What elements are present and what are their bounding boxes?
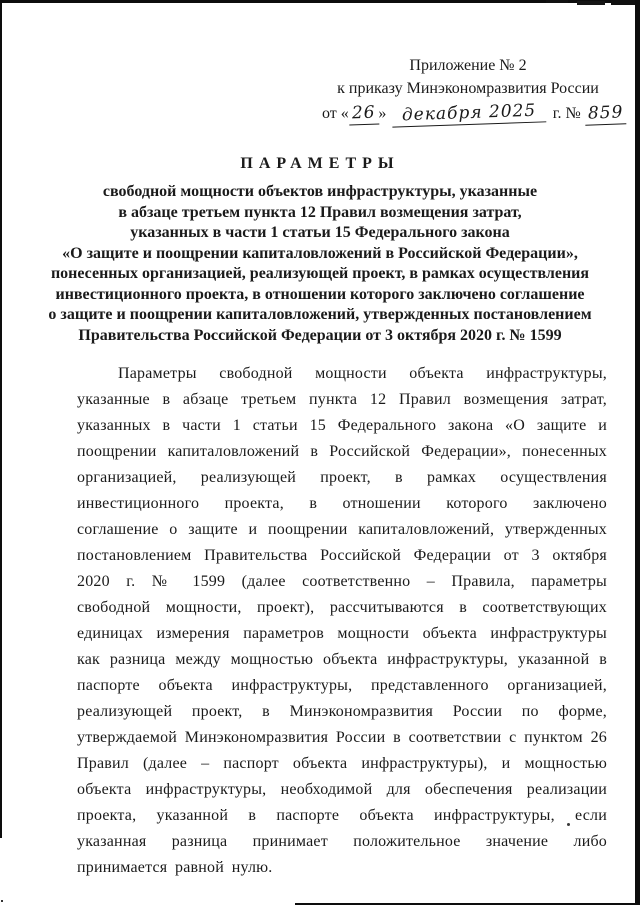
scan-speck-artifact xyxy=(1,900,3,902)
date-year-mark: г. № xyxy=(552,105,581,122)
scan-border-top xyxy=(0,0,640,3)
body-paragraph: Параметры свободной мощности объекта инфраструктуры, указанные в абзаце третьем пункта 12 Правил возмещения затрат, указанных в части 1 статьи 15 Федерального закона «О защите и поощрении капиталовложений в Российской Федерации», понесенных организацией, реализующей проект, в рамках осуществления инвестиционного проекта, в отношении которого заключено соглашение о защите и поощрении капиталовложений, утвержденных постановлением Правительства Российской Федерации от 3 октября 2020 г. № 1599 (далее соответственно – Правила, параметры свободной мощности, проект), рассчитываются в соответствующих единицах измерения параметров мощности объекта инфраструктуры как разница между мощностью объекта инфраструктуры, указанной в паспорте объекта инфраструктуры, представленного организацией, реализующей проект, в Минэкономразвития России по форме, утверждаемой Минэкономразвития России в соответствии с пунктом 26 Правил (далее – паспорт объекта инфраструктуры), и мощностью объекта инфраструктуры, необходимой для обеспечения реализации проекта, указанной в паспорте объекта инфраструктуры, если указанная разница принимает положительное значение либо принимается равной нулю. xyxy=(77,365,607,876)
title-subtitle-line: Правительства Российской Федерации от 3 октября 2020 г. № 1599 xyxy=(78,326,562,344)
scan-noise-artifact xyxy=(577,1,605,5)
order-date-line xyxy=(322,100,624,126)
title-subtitle-line: свободной мощности объектов инфраструктуры, указанные xyxy=(102,183,538,200)
title-subtitle-line: «О защите и поощрении капиталовложений в Российской Федерации», xyxy=(62,244,578,262)
title-subtitle-line: о защите и поощрении капиталовложений, утвержденных постановлением xyxy=(48,306,592,323)
appendix-number-line: Приложение № 2 xyxy=(409,57,527,74)
scan-noise-artifact xyxy=(611,0,635,5)
title-subtitle-line: в абзаце третьем пункта 12 Правил возмещения затрат, xyxy=(118,203,522,221)
title-subtitle-line: инвестиционного проекта, в отношении которого заключено соглашение xyxy=(55,285,585,303)
scan-border-left xyxy=(0,0,2,838)
handwritten-order-number: 859 xyxy=(584,104,626,125)
scan-border-right xyxy=(635,0,640,905)
date-close-quote: » xyxy=(378,105,387,122)
handwritten-day: 26 xyxy=(348,104,378,125)
document-title xyxy=(30,155,610,346)
title-heading: ПАРАМЕТРЫ xyxy=(240,155,400,172)
title-subtitle-line: указанных в части 1 статьи 15 Федерального закона xyxy=(130,224,510,241)
order-reference-line: к приказу Минэкономразвития России xyxy=(337,80,599,97)
handwritten-month-year: декабря 2025 xyxy=(392,102,547,127)
scan-noise-artifact xyxy=(546,0,568,3)
date-prefix: от « xyxy=(322,105,349,122)
appendix-header xyxy=(322,54,624,126)
title-subtitle-line: понесенных организацией, реализующей проект, в рамках осуществления xyxy=(50,265,590,282)
